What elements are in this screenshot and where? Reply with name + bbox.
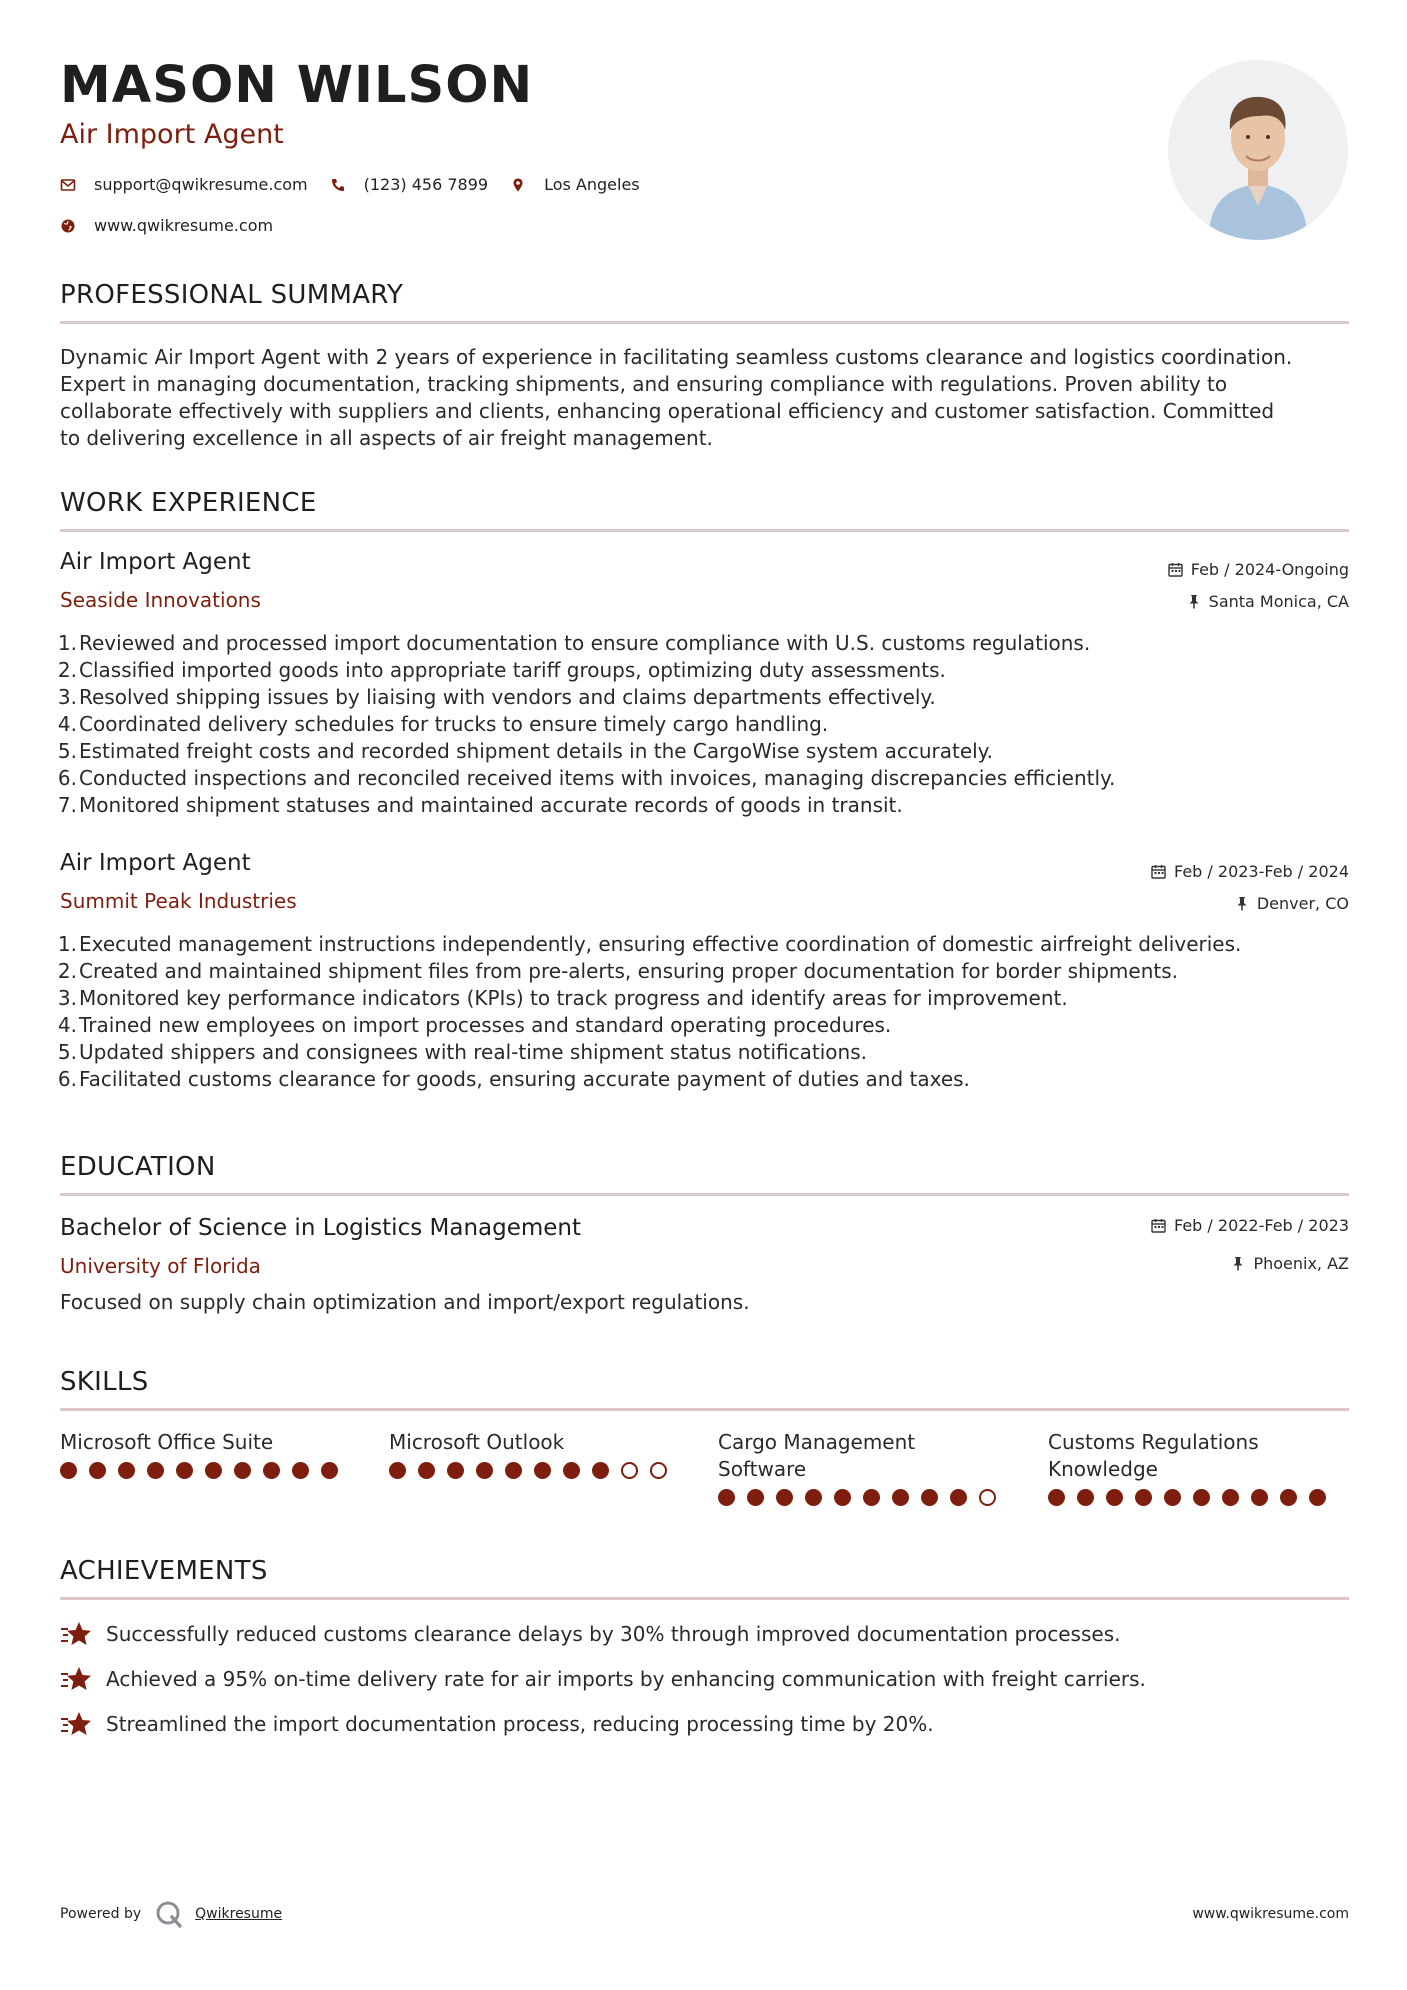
- rating-dot-filled: [234, 1462, 251, 1479]
- rating-dot-filled: [863, 1489, 880, 1506]
- qwikresume-link[interactable]: Qwikresume: [195, 1906, 283, 1922]
- education-location-text: Phoenix, AZ: [1253, 1254, 1349, 1273]
- summary-line: to delivering excellence in all aspects of air freight management.: [60, 426, 713, 450]
- list-item: 5. Estimated freight costs and recorded shipment details in the CargoWise system accurately.: [57, 739, 994, 763]
- rating-dot-filled: [263, 1462, 280, 1479]
- profile-photo: [1168, 60, 1348, 240]
- section-title-achievements: ACHIEVEMENTS: [60, 1556, 268, 1586]
- footer-website-link[interactable]: www.qwikresume.com: [1192, 1906, 1349, 1922]
- list-item: 1. Executed management instructions independently, ensuring effective coordination of domestic airfreight deliveries.: [57, 932, 1242, 956]
- rating-dot-filled: [118, 1462, 135, 1479]
- rating-dot-empty: [979, 1489, 996, 1506]
- person-avatar-icon: [1168, 60, 1348, 240]
- rating-dot-filled: [418, 1462, 435, 1479]
- job-dates: [1151, 862, 1349, 881]
- contact-email-text: support@qwikresume.com: [94, 175, 308, 194]
- qwikresume-logo-icon: [155, 1900, 183, 1928]
- list-item: 4. Coordinated delivery schedules for trucks to ensure timely cargo handling.: [57, 712, 829, 736]
- rating-dot-filled: [1280, 1489, 1297, 1506]
- pushpin-icon: [1235, 896, 1249, 911]
- section-divider: [60, 321, 1349, 324]
- skill-name: Microsoft Office Suite: [60, 1430, 274, 1454]
- rating-dot-filled: [1309, 1489, 1326, 1506]
- skill-rating: [1048, 1489, 1348, 1506]
- map-pin-icon: [510, 177, 526, 193]
- candidate-name: MASON WILSON: [60, 56, 534, 115]
- job-dates-text: Feb / 2024-Ongoing: [1190, 560, 1349, 579]
- skill-name: Customs Regulations Knowledge: [1048, 1430, 1259, 1481]
- contact-location-text: Los Angeles: [544, 175, 640, 194]
- summary-line: Dynamic Air Import Agent with 2 years of experience in facilitating seamless customs clearance and logistics coordination.: [60, 345, 1293, 369]
- summary-line: collaborate effectively with suppliers and clients, enhancing operational efficiency and customer satisfaction. Committed: [60, 399, 1275, 423]
- degree-title: Bachelor of Science in Logistics Management: [60, 1215, 582, 1241]
- job-duties-list: [52, 630, 1115, 819]
- rating-dot-filled: [747, 1489, 764, 1506]
- list-item: 3. Monitored key performance indicators (KPIs) to track progress and identify areas for improvement.: [57, 986, 1068, 1010]
- skill-item: [60, 1429, 360, 1479]
- footer-powered-by: [60, 1900, 282, 1928]
- skill-item: [1048, 1429, 1348, 1506]
- website-row: [60, 216, 295, 235]
- skill-name: Cargo Management Software: [718, 1430, 916, 1481]
- list-item: 6. Conducted inspections and reconciled received items with invoices, managing discrepancies efficiently.: [57, 766, 1116, 790]
- list-item: 7. Monitored shipment statuses and maintained accurate records of goods in transit.: [57, 793, 903, 817]
- rating-dot-filled: [834, 1489, 851, 1506]
- list-item: 5. Updated shippers and consignees with real-time shipment status notifications.: [57, 1040, 867, 1064]
- skill-name: Microsoft Outlook: [389, 1430, 565, 1454]
- rating-dot-filled: [389, 1462, 406, 1479]
- list-item: 4. Trained new employees on import processes and standard operating procedures.: [57, 1013, 892, 1037]
- education-dates: [1151, 1216, 1349, 1235]
- rating-dot-filled: [205, 1462, 222, 1479]
- rating-dot-empty: [650, 1462, 667, 1479]
- contact-row: [60, 175, 662, 194]
- job-location: [1187, 592, 1349, 611]
- list-item: 1. Reviewed and processed import documentation to ensure compliance with U.S. customs regulations.: [57, 631, 1091, 655]
- rating-dot-filled: [1135, 1489, 1152, 1506]
- achievement-text: Streamlined the import documentation process, reducing processing time by 20%.: [106, 1712, 934, 1736]
- star-icon: [60, 1665, 92, 1693]
- calendar-icon: [1151, 864, 1166, 879]
- rating-dot-filled: [1222, 1489, 1239, 1506]
- calendar-icon: [1151, 1218, 1166, 1233]
- contact-phone-text: (123) 456 7899: [363, 175, 489, 194]
- contact-phone[interactable]: [330, 175, 488, 194]
- rating-dot-filled: [1077, 1489, 1094, 1506]
- rating-dot-filled: [321, 1462, 338, 1479]
- star-icon: [60, 1710, 92, 1738]
- calendar-icon: [1168, 562, 1183, 577]
- rating-dot-filled: [147, 1462, 164, 1479]
- list-item: 2. Classified imported goods into appropriate tariff groups, optimizing duty assessments.: [57, 658, 946, 682]
- rating-dot-filled: [89, 1462, 106, 1479]
- rating-dot-filled: [592, 1462, 609, 1479]
- rating-dot-filled: [1193, 1489, 1210, 1506]
- skill-rating: [718, 1489, 1018, 1506]
- rating-dot-filled: [921, 1489, 938, 1506]
- contact-email[interactable]: [60, 175, 308, 194]
- section-divider: [60, 529, 1349, 532]
- candidate-title: Air Import Agent: [60, 119, 284, 150]
- job-company: Seaside Innovations: [60, 588, 261, 612]
- rating-dot-filled: [776, 1489, 793, 1506]
- section-title-experience: WORK EXPERIENCE: [60, 488, 317, 518]
- achievement-item: [60, 1665, 1146, 1693]
- rating-dot-filled: [176, 1462, 193, 1479]
- rating-dot-filled: [447, 1462, 464, 1479]
- contact-location: [510, 175, 640, 194]
- job-location-text: Denver, CO: [1256, 894, 1349, 913]
- education-description: Focused on supply chain optimization and import/export regulations.: [60, 1290, 750, 1314]
- job-location: [1235, 894, 1349, 913]
- rating-dot-filled: [292, 1462, 309, 1479]
- education-dates-text: Feb / 2022-Feb / 2023: [1174, 1216, 1349, 1235]
- job-duties-list: [52, 931, 1241, 1093]
- list-item: 2. Created and maintained shipment files from pre-alerts, ensuring proper documentation for border shipments.: [57, 959, 1178, 983]
- rating-dot-filled: [805, 1489, 822, 1506]
- contact-website[interactable]: [60, 216, 273, 235]
- globe-icon: [60, 218, 76, 234]
- skill-item: [389, 1429, 689, 1479]
- section-divider: [60, 1597, 1349, 1600]
- rating-dot-filled: [1106, 1489, 1123, 1506]
- pushpin-icon: [1187, 594, 1201, 609]
- phone-icon: [330, 177, 346, 193]
- skill-rating: [60, 1462, 360, 1479]
- rating-dot-filled: [892, 1489, 909, 1506]
- job-dates: [1168, 560, 1349, 579]
- skill-rating: [389, 1462, 689, 1479]
- section-divider: [60, 1193, 1349, 1196]
- education-location: [1231, 1254, 1349, 1273]
- achievement-item: [60, 1710, 934, 1738]
- job-dates-text: Feb / 2023-Feb / 2024: [1174, 862, 1349, 881]
- rating-dot-filled: [950, 1489, 967, 1506]
- school-name: University of Florida: [60, 1254, 261, 1278]
- rating-dot-filled: [1048, 1489, 1065, 1506]
- contact-website-text: www.qwikresume.com: [94, 216, 274, 235]
- list-item: 6. Facilitated customs clearance for goods, ensuring accurate payment of duties and taxes.: [57, 1067, 970, 1091]
- achievement-text: Successfully reduced customs clearance delays by 30% through improved documentation processes.: [106, 1622, 1121, 1646]
- skill-item: [718, 1429, 1018, 1506]
- rating-dot-filled: [563, 1462, 580, 1479]
- achievement-text: Achieved a 95% on-time delivery rate for air imports by enhancing communication with freight carriers.: [106, 1667, 1146, 1691]
- job-company: Summit Peak Industries: [60, 889, 297, 913]
- section-title-education: EDUCATION: [60, 1152, 216, 1182]
- star-icon: [60, 1620, 92, 1648]
- section-title-skills: SKILLS: [60, 1367, 149, 1397]
- summary-text: [60, 344, 1350, 452]
- achievement-item: [60, 1620, 1120, 1648]
- rating-dot-filled: [505, 1462, 522, 1479]
- rating-dot-filled: [718, 1489, 735, 1506]
- powered-by-label: Powered by: [60, 1906, 142, 1922]
- section-title-summary: PROFESSIONAL SUMMARY: [60, 280, 404, 310]
- pushpin-icon: [1231, 1256, 1245, 1271]
- rating-dot-filled: [476, 1462, 493, 1479]
- job-title: Air Import Agent: [60, 549, 251, 575]
- section-divider: [60, 1408, 1349, 1411]
- job-location-text: Santa Monica, CA: [1208, 592, 1349, 611]
- rating-dot-filled: [1251, 1489, 1268, 1506]
- list-item: 3. Resolved shipping issues by liaising with vendors and claims departments effectively.: [57, 685, 936, 709]
- rating-dot-empty: [621, 1462, 638, 1479]
- summary-line: Expert in managing documentation, tracking shipments, and ensuring compliance with regulations. Proven ability to: [60, 372, 1228, 396]
- rating-dot-filled: [60, 1462, 77, 1479]
- rating-dot-filled: [534, 1462, 551, 1479]
- rating-dot-filled: [1164, 1489, 1181, 1506]
- job-title: Air Import Agent: [60, 850, 251, 876]
- envelope-icon: [60, 177, 76, 193]
